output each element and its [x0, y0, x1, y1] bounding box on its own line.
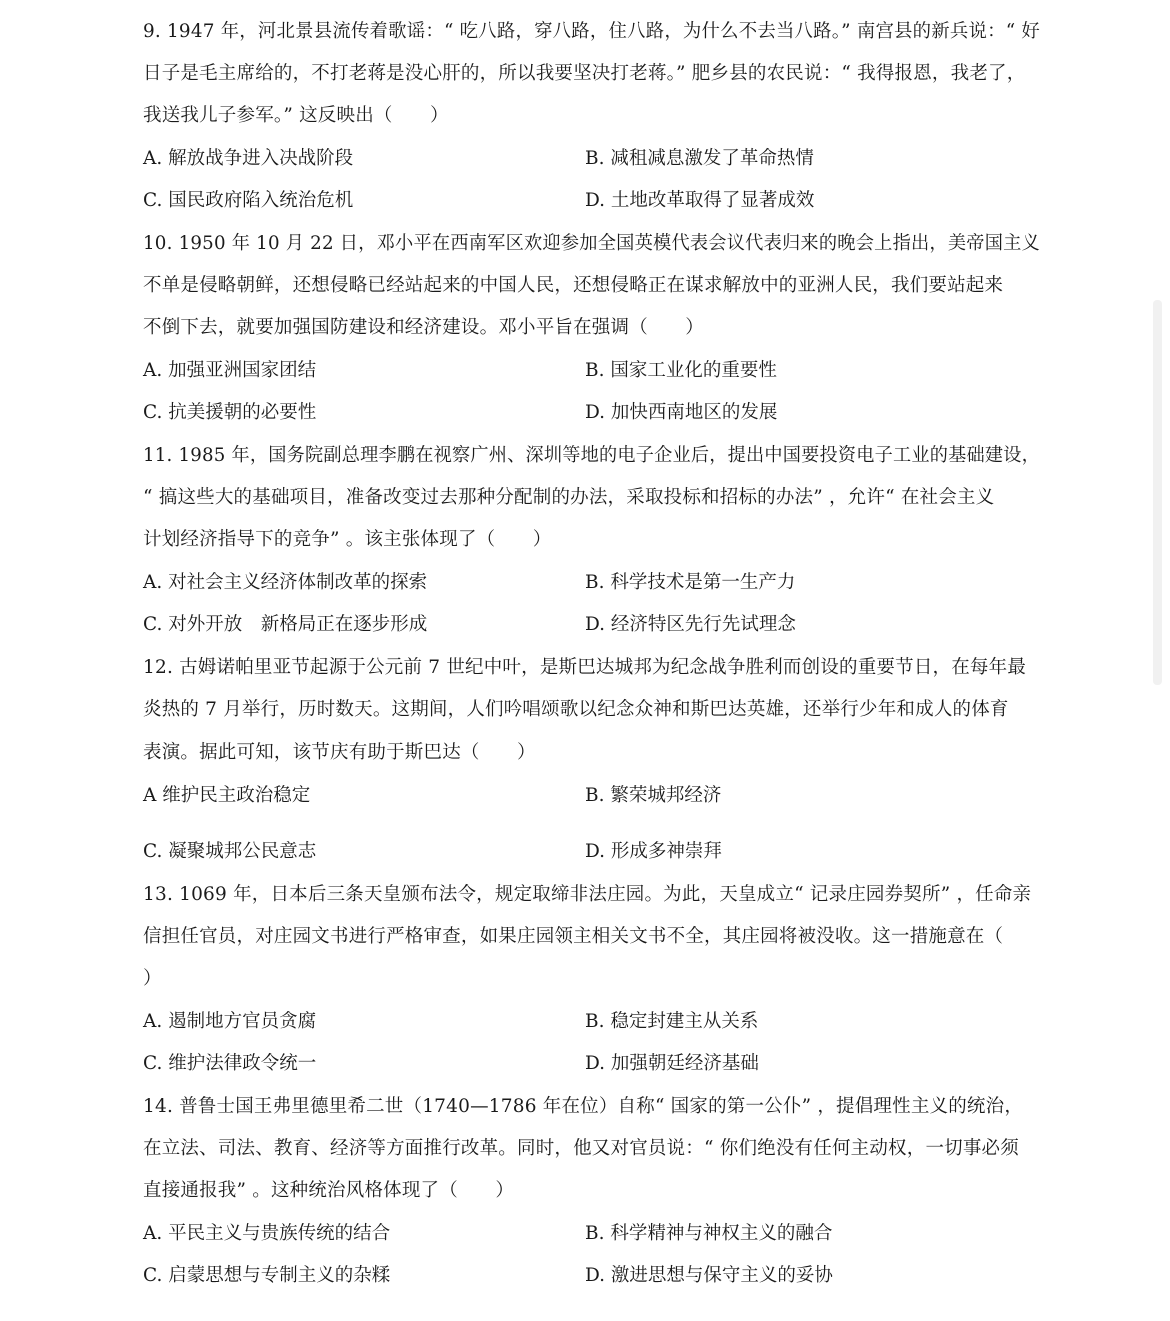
option-a[interactable]: A. 对社会主义经济体制改革的探索 — [143, 572, 428, 593]
option-c[interactable]: C. 凝聚城邦公民意志 — [143, 841, 317, 862]
question-text-line: 不单是侵略朝鲜，还想侵略已经站起来的中国人民，还想侵略正在谋求解放中的亚洲人民，我们要站起来 — [143, 275, 1004, 296]
question-text-line: “ 搞这些大的基础项目，准备改变过去那种分配制的办法，采取投标和招标的办法” ，允许“ 在社会主义 — [143, 487, 995, 508]
question-text-line: 11. 1985 年，国务院副总理李鹏在视察广州、深圳等地的电子企业后，提出中国要投资电子工业的基础建设， — [143, 445, 1040, 466]
question-text-line: 日子是毛主席给的，不打老蒋是没心肝的，所以我要坚决打老蒋。” 肥乡县的农民说：“ 我得报恩，我老了， — [143, 63, 1026, 84]
question-text-line: ） — [143, 968, 162, 989]
option-d[interactable]: D. 形成多神崇拜 — [585, 841, 722, 862]
option-a[interactable]: A 维护民主政治稳定 — [143, 785, 311, 806]
question-text-line: 信担任官员，对庄园文书进行严格审查，如果庄园领主相关文书不全，其庄园将被没收。这一措施意在（ — [143, 926, 1004, 947]
question-text-line: 14. 普鲁士国王弗里德里希二世（1740—1786 年在位）自称“ 国家的第一公仆” ，提倡理性主义的统治， — [143, 1096, 1024, 1117]
option-a[interactable]: A. 平民主义与贵族传统的结合 — [143, 1223, 391, 1244]
question-text-line: 我送我儿子参军。” 这反映出（ ） — [143, 105, 449, 126]
option-d[interactable]: D. 经济特区先行先试理念 — [585, 614, 796, 635]
option-d[interactable]: D. 加强朝廷经济基础 — [585, 1053, 759, 1074]
option-c[interactable]: C. 维护法律政令统一 — [143, 1053, 317, 1074]
option-c[interactable]: C. 国民政府陷入统治危机 — [143, 190, 354, 211]
option-a[interactable]: A. 解放战争进入决战阶段 — [143, 148, 354, 169]
question-text-line: 在立法、司法、教育、经济等方面推行改革。同时，他又对官员说：“ 你们绝没有任何主动权，一切事必须 — [143, 1138, 1019, 1159]
question-text-line: 不倒下去，就要加强国防建设和经济建设。邓小平旨在强调（ ） — [143, 317, 705, 338]
question-text-line: 炎热的 7 月举行，历时数天。这期间，人们吟唱颂歌以纪念众神和斯巴达英雄，还举行少年和成人的体育 — [143, 699, 1009, 720]
option-a[interactable]: A. 加强亚洲国家团结 — [143, 360, 317, 381]
scrollbar[interactable] — [1153, 300, 1162, 685]
option-b[interactable]: B. 科学精神与神权主义的融合 — [585, 1223, 833, 1244]
option-a[interactable]: A. 遏制地方官员贪腐 — [143, 1011, 317, 1032]
option-c[interactable]: C. 对外开放 新格局正在逐步形成 — [143, 614, 428, 635]
question-text-line: 9. 1947 年，河北景县流传着歌谣：“ 吃八路，穿八路，住八路，为什么不去当八路。” 南宫县的新兵说：“ 好 — [143, 21, 1040, 42]
question-text-line: 13. 1069 年，日本后三条天皇颁布法令，规定取缔非法庄园。为此，天皇成立“ 记录庄园券契所” ，任命亲 — [143, 884, 1032, 905]
option-b[interactable]: B. 国家工业化的重要性 — [585, 360, 777, 381]
option-d[interactable]: D. 激进思想与保守主义的妥协 — [585, 1265, 833, 1286]
option-b[interactable]: B. 科学技术是第一生产力 — [585, 572, 796, 593]
option-d[interactable]: D. 加快西南地区的发展 — [585, 402, 778, 423]
option-c[interactable]: C. 启蒙思想与专制主义的杂糅 — [143, 1265, 391, 1286]
option-b[interactable]: B. 稳定封建主从关系 — [585, 1011, 759, 1032]
question-text-line: 12. 古姆诺帕里亚节起源于公元前 7 世纪中叶，是斯巴达城邦为纪念战争胜利而创设的重要节日，在每年最 — [143, 657, 1027, 678]
option-b[interactable]: B. 繁荣城邦经济 — [585, 785, 722, 806]
option-d[interactable]: D. 土地改革取得了显著成效 — [585, 190, 815, 211]
option-c[interactable]: C. 抗美援朝的必要性 — [143, 402, 317, 423]
question-text-line: 直接通报我” 。这种统治风格体现了（ ） — [143, 1180, 515, 1201]
question-text-line: 表演。据此可知，该节庆有助于斯巴达（ ） — [143, 742, 536, 763]
option-b[interactable]: B. 减租减息激发了革命热情 — [585, 148, 814, 169]
question-text-line: 计划经济指导下的竞争” 。该主张体现了（ ） — [143, 529, 552, 550]
question-text-line: 10. 1950 年 10 月 22 日，邓小平在西南军区欢迎参加全国英模代表会议代表归来的晚会上指出，美帝国主义 — [143, 233, 1040, 254]
